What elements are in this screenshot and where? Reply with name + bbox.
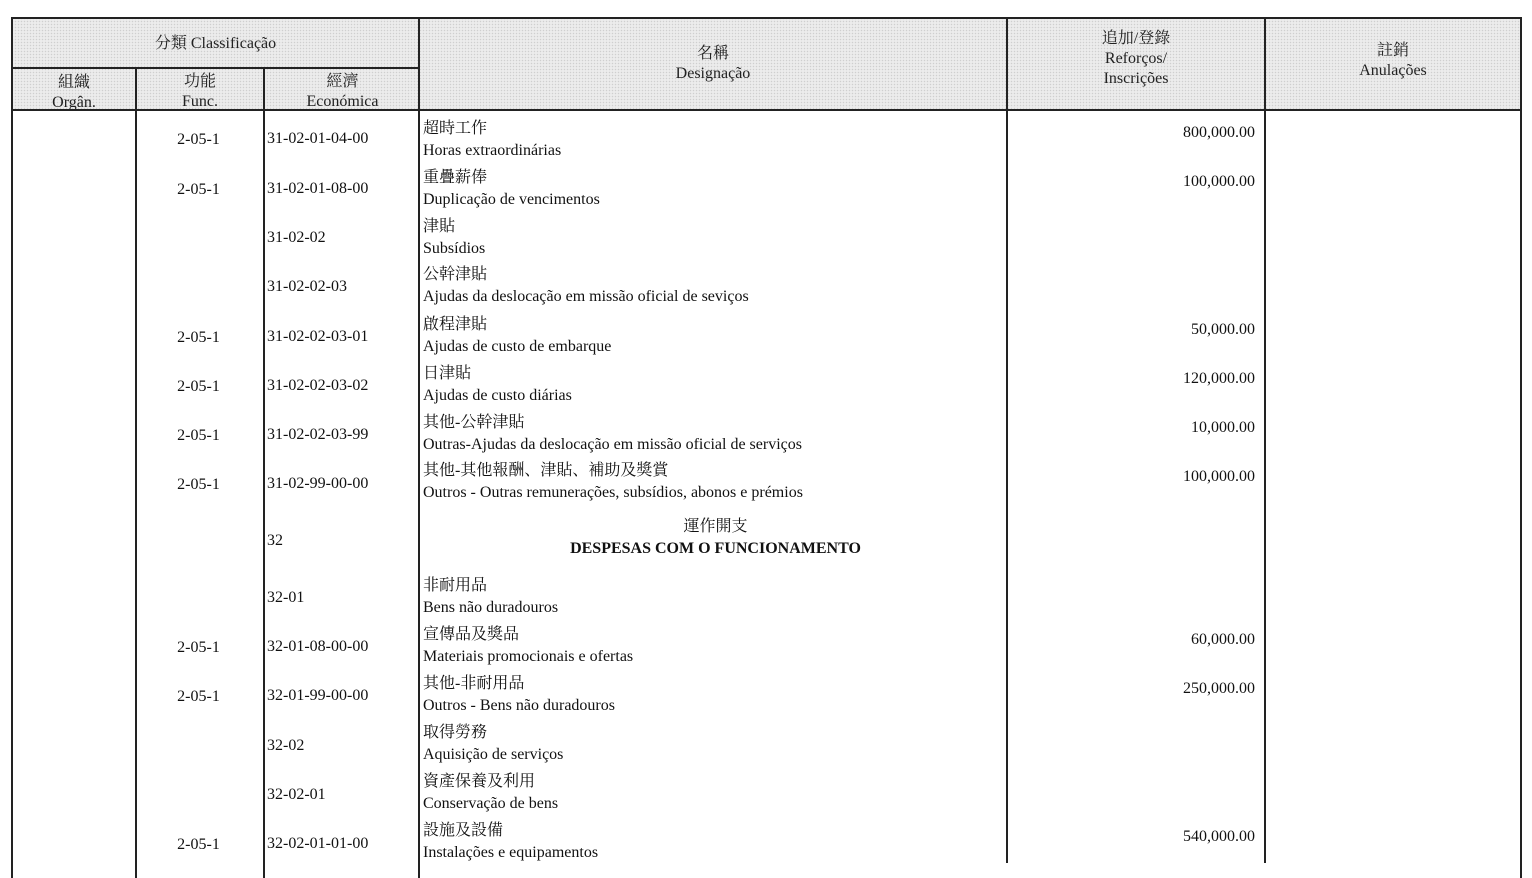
row-econ: 32-01 [267,589,305,606]
row-econ: 31-02-02-03-02 [267,377,369,394]
row-func: 2-05-1 [177,329,220,346]
header-classificacao: 分類 Classificação [154,35,277,52]
row-designation: 宣傳品及獎品 Materiais promocionais e ofertas [423,626,634,665]
row-designation: 啟程津貼 Ajudas de custo de embarque [423,316,612,355]
row-amount: 250,000.00 [1183,680,1255,697]
row-designation: 資產保養及利用 Conservação de bens [423,773,559,812]
table-border-right [1520,17,1522,878]
row-func: 2-05-1 [177,836,220,853]
row-amount: 10,000.00 [1191,419,1255,436]
row-econ: 32-01-99-00-00 [267,687,369,704]
row-designation: 設施及設備 Instalações e equipamentos [423,822,599,861]
header-reforcos: 追加/登錄 Reforços/ Inscrições [1101,30,1171,87]
budget-table [11,17,1522,878]
header-econ: 經濟 Económica [306,73,379,110]
row-designation: 津貼 Subsídios [423,218,486,257]
row-econ: 31-02-02-03 [267,278,347,295]
row-econ: 32-01-08-00-00 [267,638,369,655]
table-border-left [11,17,13,878]
row-designation: 重疊薪俸 Duplicação de vencimentos [423,169,600,208]
row-designation: 日津貼 Ajudas de custo diárias [423,365,572,404]
row-econ: 31-02-01-04-00 [267,130,369,147]
row-func: 2-05-1 [177,378,220,395]
row-econ: 31-02-01-08-00 [267,180,369,197]
col-divider-desig [418,17,420,878]
header-anulacoes: 註銷 Anulações [1359,42,1427,79]
row-amount: 120,000.00 [1183,370,1255,387]
classificacao-underline [11,67,420,69]
row-econ: 32-02-01-01-00 [267,835,369,852]
row-econ: 32 [267,532,283,549]
col-divider-econ [263,67,265,878]
row-designation: 其他-非耐用品 Outros - Bens não duradouros [423,675,615,714]
row-designation: 非耐用品 Bens não duradouros [423,577,559,616]
row-func: 2-05-1 [177,476,220,493]
header-func: 功能 Func. [182,73,218,110]
col-divider-anulacoes [1264,17,1266,863]
section-heading: 運作開支 DESPESAS COM O FUNCIONAMENTO [570,518,861,557]
row-econ: 32-02 [267,737,305,754]
row-func: 2-05-1 [177,131,220,148]
row-func: 2-05-1 [177,427,220,444]
row-designation: 取得勞務 Aquisição de serviços [423,724,564,763]
row-econ: 31-02-02 [267,229,326,246]
row-amount: 540,000.00 [1183,828,1255,845]
row-amount: 60,000.00 [1191,631,1255,648]
row-econ: 31-02-02-03-01 [267,328,369,345]
row-econ: 32-02-01 [267,786,326,803]
row-designation: 其他-其他報酬、津貼、補助及獎賞 Outros - Outras remunerações, subsídios, abonos e prémios [423,462,803,501]
row-designation: 超時工作 Horas extraordinárias [423,120,562,159]
header-designacao: 名稱 Designação [675,45,751,82]
row-amount: 800,000.00 [1183,124,1255,141]
row-designation: 其他-公幹津貼 Outras-Ajudas da deslocação em missão oficial de serviços [423,414,802,453]
row-amount: 100,000.00 [1183,173,1255,190]
row-amount: 100,000.00 [1183,468,1255,485]
row-amount: 50,000.00 [1191,321,1255,338]
row-func: 2-05-1 [177,688,220,705]
row-func: 2-05-1 [177,639,220,656]
row-econ: 31-02-02-03-99 [267,426,369,443]
row-econ: 31-02-99-00-00 [267,475,369,492]
row-designation: 公幹津貼 Ajudas da deslocação em missão oficial de seviços [423,266,749,305]
table-border-top [11,17,1522,19]
row-func: 2-05-1 [177,181,220,198]
header-organ: 組織 Orgân. [52,74,96,111]
